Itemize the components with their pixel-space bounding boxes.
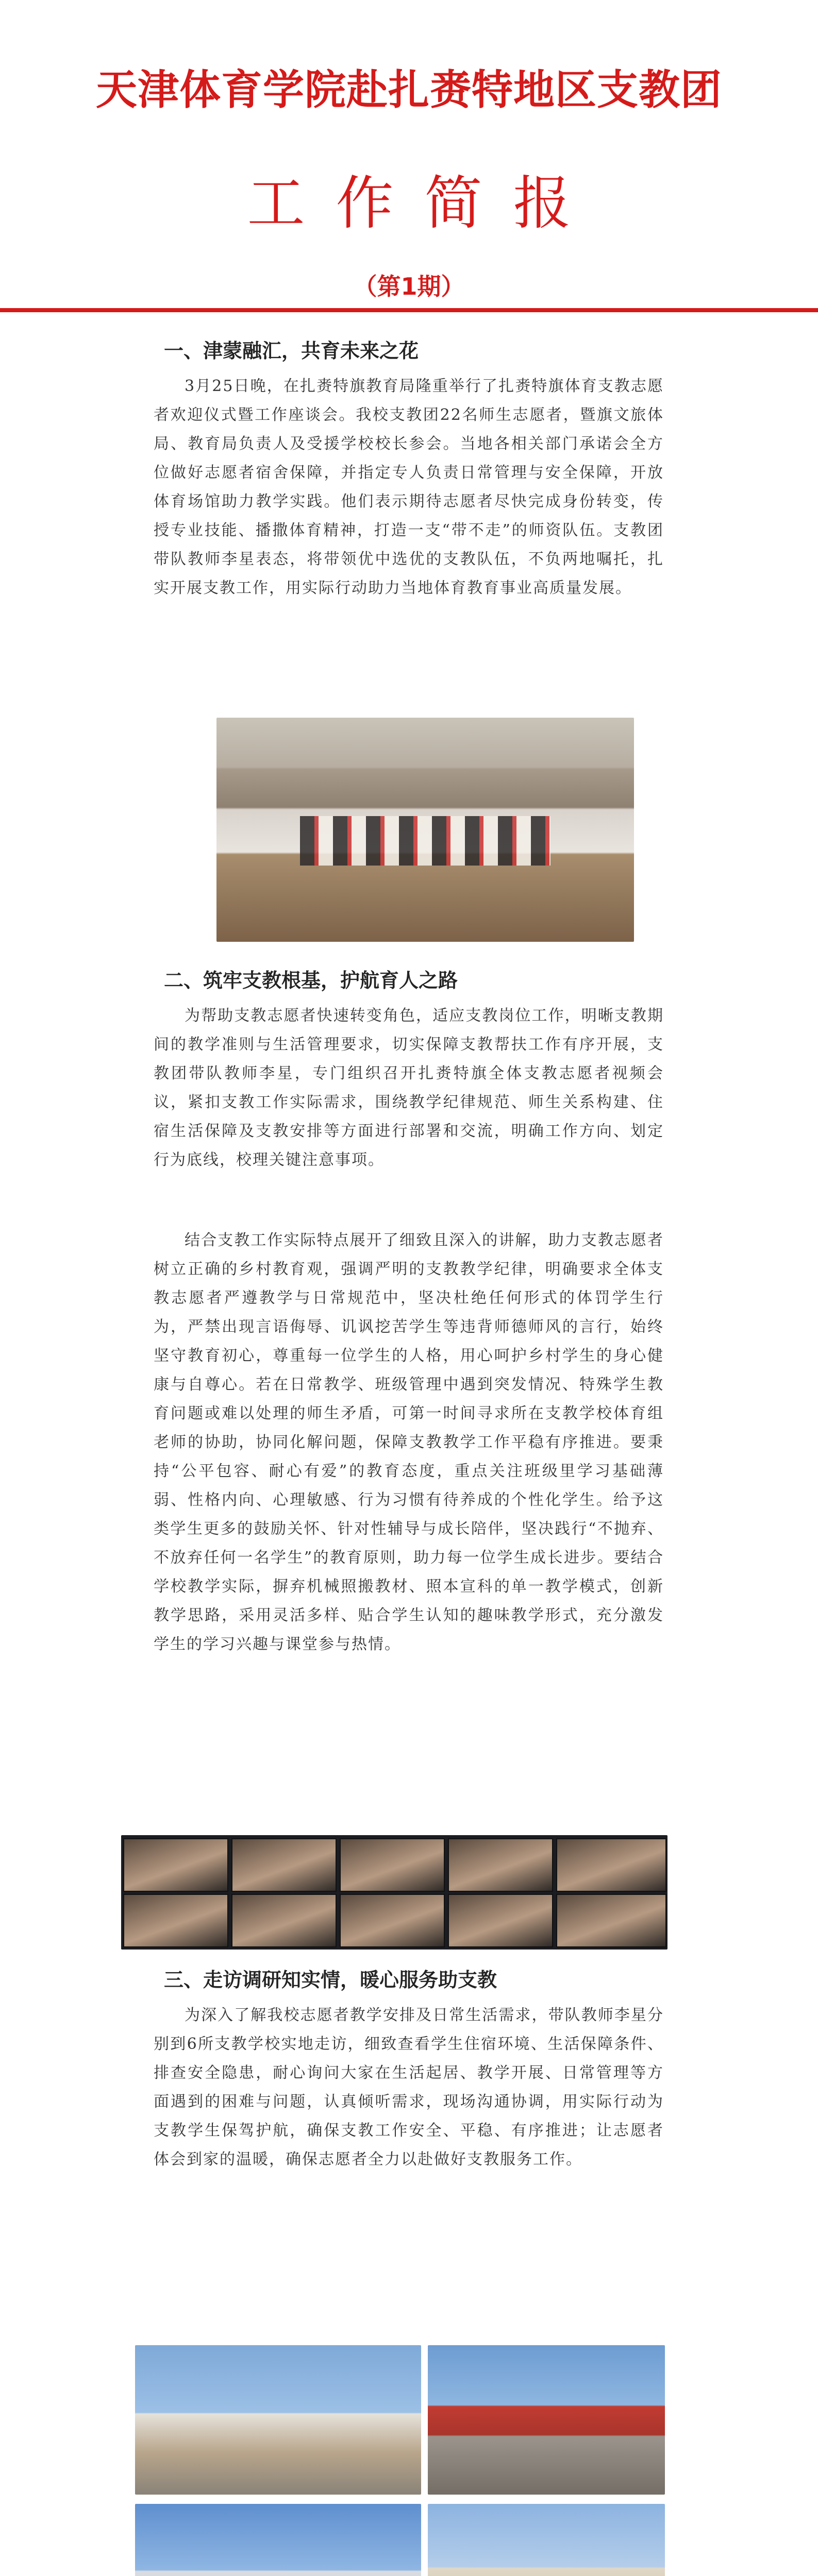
- school-visit-photo-4: [428, 2504, 665, 2576]
- section-1-heading: 一、津蒙融汇，共育未来之花: [164, 340, 419, 362]
- bulletin-title: 工作简报: [247, 170, 602, 237]
- section-2-paragraph-2: 结合支教工作实际特点展开了细致且深入的讲解，助力支教志愿者树立正确的乡村教育观，强调严明的支教教学纪律，明确要求全体支教志愿者严遵教学与日常规范中，坚决杜绝任何形式的体罚学生行为，严禁出现言语侮辱、讥讽挖苦学生等违背师德师风的言行，始终坚守教育初心，尊重每一位学生的人格，用心呵护乡村学生的身心健康与自尊心。若在日常教学、班级管理中遇到突发情况、特殊学生教育问题或难以处理的师生矛盾，可第一时间寻求所在支教学校体育组老师的协助，协同化解问题，保障支教教学工作平稳有序推进。要秉持“公平包容、耐心有爱”的教育态度，重点关注班级里学习基础薄弱、性格内向、心理敏感、行为习惯有待养成的个性化学生。给予这类学生更多的鼓励关怀、针对性辅导与成长陪伴，坚决践行“不抛弃、不放弃任何一名学生”的教育原则，助力每一位学生成长进步。要结合学校教学实际，摒弃机械照搬教材、照本宣科的单一教学模式，创新教学思路，采用灵活多样、贴合学生认知的趣味教学形式，充分激发学生的学习兴趣与课堂参与热情。: [154, 1231, 664, 1653]
- section-3-heading: 三、走访调研知实情，暖心服务助支教: [164, 1969, 497, 1991]
- issue-number: （第1期）: [353, 273, 465, 300]
- video-conference-photo: [121, 1835, 667, 1950]
- section-3-paragraph: 为深入了解我校志愿者教学安排及日常生活需求，带队教师李星分别到6所支教学校实地走访，细致查看学生住宿环境、生活保障条件、排查安全隐患，耐心询问大家在生活起居、教学开展、日常管理等方面遇到的困难与问题，认真倾听需求，现场沟通协调，用实际行动为支教学生保驾护航，确保支教工作安全、平稳、有序推进；让志愿者体会到家的温暖，确保志愿者全力以赴做好支教服务工作。: [154, 2006, 664, 2168]
- section-2-heading: 二、筑牢支教根基，护航育人之路: [164, 969, 458, 992]
- school-visit-photo-3: [135, 2504, 421, 2576]
- school-visit-photo-2: [428, 2345, 665, 2495]
- school-visit-photo-1: [135, 2345, 421, 2495]
- welcome-meeting-photo: [216, 718, 634, 942]
- organization-name: 天津体育学院赴扎赉特地区支教团: [96, 66, 722, 114]
- section-2-paragraph-1: 为帮助支教志愿者快速转变角色，适应支教岗位工作，明晰支教期间的教学准则与生活管理要求，切实保障支教帮扶工作有序开展，支教团带队教师李星，专门组织召开扎赉特旗全体支教志愿者视频会议，紧扣支教工作实际需求，围绕教学纪律规范、师生关系构建、住宿生活保障及支教安排等方面进行部署和交流，明确工作方向、划定行为底线，校理关键注意事项。: [154, 1007, 664, 1169]
- section-1-paragraph: 3月25日晚，在扎赉特旗教育局隆重举行了扎赉特旗体育支教志愿者欢迎仪式暨工作座谈会。我校支教团22名师生志愿者，暨旗文旅体局、教育局负责人及受援学校校长参会。当地各相关部门承诺会全方位做好志愿者宿舍保障，并指定专人负责日常管理与安全保障，开放体育场馆助力教学实践。他们表示期待志愿者尽快完成身份转变，传授专业技能、播撒体育精神，打造一支“带不走”的师资队伍。支教团带队教师李星表态，将带领优中选优的支教队伍，不负两地嘱托，扎实开展支教工作，用实际行动助力当地体育教育事业高质量发展。: [154, 377, 664, 597]
- header-divider: [0, 308, 818, 312]
